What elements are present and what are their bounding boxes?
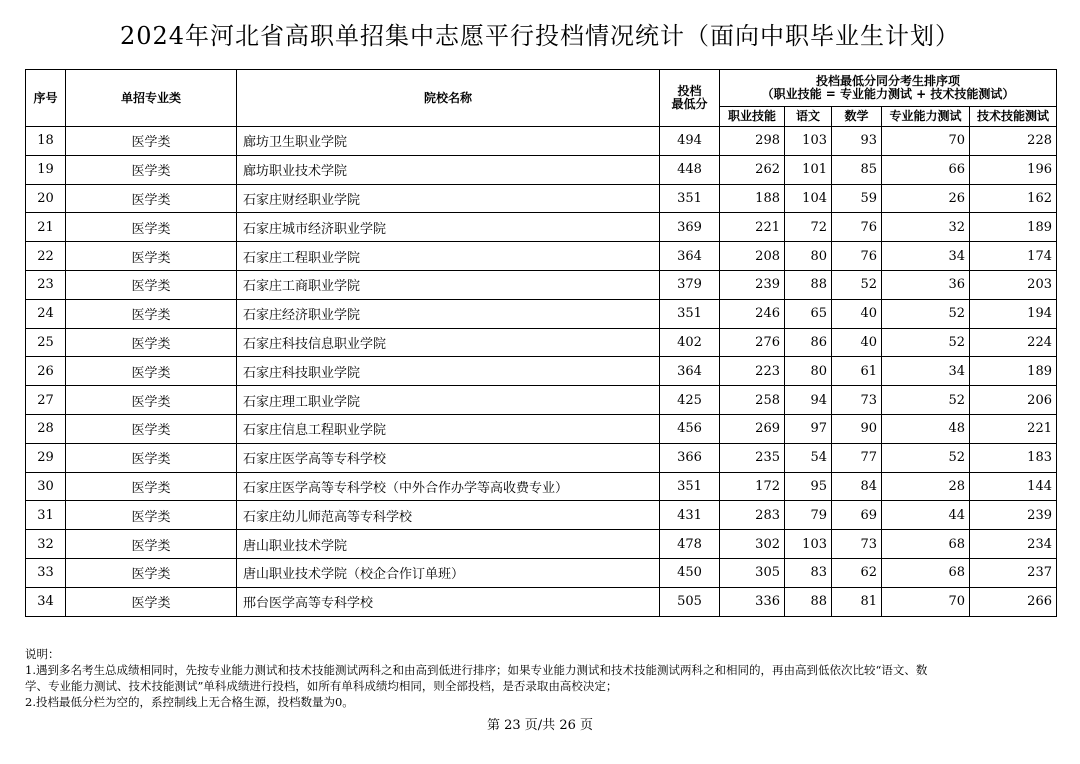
cell-category: 医学类 xyxy=(66,587,237,616)
cell-seq: 32 xyxy=(26,530,66,559)
cell-seq: 24 xyxy=(26,299,66,328)
notes-line: 2.投档最低分栏为空的，系控制线上无合格生源，投档数量为0。 xyxy=(25,695,354,709)
cell-vocational: 172 xyxy=(720,472,785,501)
cell-ability: 52 xyxy=(882,386,970,415)
table-body xyxy=(26,127,1057,617)
cell-chinese: 54 xyxy=(785,443,832,472)
cell-school: 石家庄工商职业学院 xyxy=(237,270,660,299)
cell-vocational: 283 xyxy=(720,501,785,530)
cell-seq: 27 xyxy=(26,386,66,415)
cell-math: 76 xyxy=(832,242,882,271)
table-row xyxy=(26,501,1057,530)
cell-math: 93 xyxy=(832,127,882,156)
cell-ability: 26 xyxy=(882,184,970,213)
cell-ability: 36 xyxy=(882,270,970,299)
cell-ability: 70 xyxy=(882,587,970,616)
page-number: 第 23 页/共 26 页 xyxy=(487,718,593,733)
cell-seq: 34 xyxy=(26,587,66,616)
table-row xyxy=(26,184,1057,213)
cell-vocational: 223 xyxy=(720,357,785,386)
cell-category: 医学类 xyxy=(66,530,237,559)
cell-seq: 31 xyxy=(26,501,66,530)
cell-school: 石家庄经济职业学院 xyxy=(237,299,660,328)
cell-chinese: 83 xyxy=(785,558,832,587)
cell-skill: 196 xyxy=(970,155,1057,184)
cell-seq: 33 xyxy=(26,558,66,587)
cell-vocational: 336 xyxy=(720,587,785,616)
cell-school: 石家庄医学高等专科学校 xyxy=(237,443,660,472)
table-row xyxy=(26,472,1057,501)
header-category: 单招专业类 xyxy=(66,70,237,127)
cell-math: 81 xyxy=(832,587,882,616)
cell-math: 73 xyxy=(832,386,882,415)
cell-school: 石家庄理工职业学院 xyxy=(237,386,660,415)
cell-ability: 28 xyxy=(882,472,970,501)
cell-min-score: 456 xyxy=(660,414,720,443)
header-seq: 序号 xyxy=(26,70,66,127)
cell-min-score: 448 xyxy=(660,155,720,184)
header-rank-group xyxy=(720,70,1057,107)
cell-ability: 52 xyxy=(882,443,970,472)
cell-category: 医学类 xyxy=(66,242,237,271)
cell-seq: 22 xyxy=(26,242,66,271)
cell-math: 76 xyxy=(832,213,882,242)
cell-min-score: 425 xyxy=(660,386,720,415)
cell-category: 医学类 xyxy=(66,414,237,443)
cell-math: 90 xyxy=(832,414,882,443)
cell-ability: 66 xyxy=(882,155,970,184)
cell-school: 石家庄幼儿师范高等专科学校 xyxy=(237,501,660,530)
cell-vocational: 208 xyxy=(720,242,785,271)
cell-skill: 203 xyxy=(970,270,1057,299)
cell-category: 医学类 xyxy=(66,443,237,472)
notes-section xyxy=(25,646,1065,710)
table-row xyxy=(26,270,1057,299)
table-row xyxy=(26,357,1057,386)
cell-min-score: 351 xyxy=(660,472,720,501)
cell-math: 84 xyxy=(832,472,882,501)
cell-min-score: 364 xyxy=(660,357,720,386)
cell-vocational: 298 xyxy=(720,127,785,156)
header-math: 数学 xyxy=(832,107,882,127)
cell-chinese: 86 xyxy=(785,328,832,357)
notes-line: 学、专业能力测试、技术技能测试”单科成绩进行投档，如所有单科成绩均相同，则全部投档，是否录取由高校决定； xyxy=(25,679,618,693)
cell-math: 40 xyxy=(832,328,882,357)
cell-category: 医学类 xyxy=(66,155,237,184)
cell-skill: 206 xyxy=(970,386,1057,415)
cell-math: 73 xyxy=(832,530,882,559)
cell-ability: 34 xyxy=(882,357,970,386)
cell-seq: 20 xyxy=(26,184,66,213)
cell-seq: 29 xyxy=(26,443,66,472)
cell-vocational: 262 xyxy=(720,155,785,184)
cell-math: 62 xyxy=(832,558,882,587)
cell-school: 唐山职业技术学院 xyxy=(237,530,660,559)
cell-category: 医学类 xyxy=(66,299,237,328)
header-min-score-line2: 最低分 xyxy=(671,97,708,111)
page-title: 2024年河北省高职单招集中志愿平行投档情况统计（面向中职毕业生计划） xyxy=(119,22,961,50)
cell-ability: 48 xyxy=(882,414,970,443)
cell-seq: 26 xyxy=(26,357,66,386)
cell-ability: 52 xyxy=(882,299,970,328)
table-row xyxy=(26,443,1057,472)
cell-category: 医学类 xyxy=(66,386,237,415)
cell-skill: 194 xyxy=(970,299,1057,328)
cell-math: 85 xyxy=(832,155,882,184)
cell-category: 医学类 xyxy=(66,472,237,501)
cell-min-score: 369 xyxy=(660,213,720,242)
cell-math: 59 xyxy=(832,184,882,213)
cell-vocational: 188 xyxy=(720,184,785,213)
table-row xyxy=(26,213,1057,242)
cell-ability: 68 xyxy=(882,530,970,559)
table-row xyxy=(26,328,1057,357)
cell-math: 52 xyxy=(832,270,882,299)
cell-chinese: 65 xyxy=(785,299,832,328)
table-row xyxy=(26,127,1057,156)
cell-seq: 23 xyxy=(26,270,66,299)
cell-chinese: 88 xyxy=(785,587,832,616)
table-row xyxy=(26,414,1057,443)
cell-vocational: 246 xyxy=(720,299,785,328)
table-row xyxy=(26,530,1057,559)
cell-category: 医学类 xyxy=(66,270,237,299)
cell-min-score: 364 xyxy=(660,242,720,271)
cell-category: 医学类 xyxy=(66,184,237,213)
cell-category: 医学类 xyxy=(66,558,237,587)
cell-min-score: 366 xyxy=(660,443,720,472)
table-row xyxy=(26,558,1057,587)
cell-school: 廊坊卫生职业学院 xyxy=(237,127,660,156)
cell-ability: 70 xyxy=(882,127,970,156)
cell-category: 医学类 xyxy=(66,357,237,386)
cell-skill: 189 xyxy=(970,213,1057,242)
cell-min-score: 351 xyxy=(660,299,720,328)
cell-seq: 30 xyxy=(26,472,66,501)
cell-chinese: 79 xyxy=(785,501,832,530)
cell-category: 医学类 xyxy=(66,328,237,357)
cell-chinese: 72 xyxy=(785,213,832,242)
cell-school: 唐山职业技术学院（校企合作订单班） xyxy=(237,558,660,587)
cell-ability: 52 xyxy=(882,328,970,357)
cell-chinese: 95 xyxy=(785,472,832,501)
cell-school: 廊坊职业技术学院 xyxy=(237,155,660,184)
cell-min-score: 450 xyxy=(660,558,720,587)
table-row xyxy=(26,386,1057,415)
cell-school: 石家庄财经职业学院 xyxy=(237,184,660,213)
cell-min-score: 505 xyxy=(660,587,720,616)
table-row xyxy=(26,242,1057,271)
header-rank-group-line1: 投档最低分同分考生排序项 xyxy=(815,74,960,88)
cell-vocational: 269 xyxy=(720,414,785,443)
cell-seq: 21 xyxy=(26,213,66,242)
cell-skill: 189 xyxy=(970,357,1057,386)
table-row xyxy=(26,587,1057,616)
header-rank-group-line2: （职业技能 = 专业能力测试 + 技术技能测试） xyxy=(761,87,1015,101)
cell-math: 61 xyxy=(832,357,882,386)
cell-math: 77 xyxy=(832,443,882,472)
cell-seq: 18 xyxy=(26,127,66,156)
cell-min-score: 379 xyxy=(660,270,720,299)
cell-skill: 224 xyxy=(970,328,1057,357)
cell-min-score: 478 xyxy=(660,530,720,559)
cell-category: 医学类 xyxy=(66,127,237,156)
cell-ability: 68 xyxy=(882,558,970,587)
cell-skill: 234 xyxy=(970,530,1057,559)
cell-math: 69 xyxy=(832,501,882,530)
cell-skill: 162 xyxy=(970,184,1057,213)
cell-ability: 34 xyxy=(882,242,970,271)
cell-category: 医学类 xyxy=(66,501,237,530)
cell-skill: 183 xyxy=(970,443,1057,472)
cell-vocational: 239 xyxy=(720,270,785,299)
cell-chinese: 80 xyxy=(785,242,832,271)
cell-ability: 32 xyxy=(882,213,970,242)
cell-skill: 266 xyxy=(970,587,1057,616)
cell-skill: 174 xyxy=(970,242,1057,271)
header-skill-test: 技术技能测试 xyxy=(970,107,1057,127)
cell-min-score: 351 xyxy=(660,184,720,213)
header-min-score-line1: 投档 xyxy=(677,84,702,98)
cell-chinese: 88 xyxy=(785,270,832,299)
cell-chinese: 97 xyxy=(785,414,832,443)
cell-seq: 25 xyxy=(26,328,66,357)
cell-chinese: 103 xyxy=(785,530,832,559)
cell-chinese: 104 xyxy=(785,184,832,213)
cell-vocational: 276 xyxy=(720,328,785,357)
cell-vocational: 302 xyxy=(720,530,785,559)
cell-school: 石家庄城市经济职业学院 xyxy=(237,213,660,242)
header-vocational: 职业技能 xyxy=(720,107,785,127)
cell-vocational: 258 xyxy=(720,386,785,415)
cell-school: 石家庄医学高等专科学校（中外合作办学等高收费专业） xyxy=(237,472,660,501)
header-school: 院校名称 xyxy=(237,70,660,127)
cell-skill: 144 xyxy=(970,472,1057,501)
cell-skill: 221 xyxy=(970,414,1057,443)
cell-school: 邢台医学高等专科学校 xyxy=(237,587,660,616)
cell-school: 石家庄工程职业学院 xyxy=(237,242,660,271)
cell-seq: 19 xyxy=(26,155,66,184)
cell-school: 石家庄科技信息职业学院 xyxy=(237,328,660,357)
cell-skill: 237 xyxy=(970,558,1057,587)
cell-skill: 239 xyxy=(970,501,1057,530)
header-ability-test: 专业能力测试 xyxy=(882,107,970,127)
cell-vocational: 235 xyxy=(720,443,785,472)
cell-math: 40 xyxy=(832,299,882,328)
admission-table xyxy=(25,69,1057,617)
cell-ability: 44 xyxy=(882,501,970,530)
cell-vocational: 305 xyxy=(720,558,785,587)
cell-skill: 228 xyxy=(970,127,1057,156)
cell-school: 石家庄信息工程职业学院 xyxy=(237,414,660,443)
cell-chinese: 103 xyxy=(785,127,832,156)
cell-min-score: 494 xyxy=(660,127,720,156)
header-chinese: 语文 xyxy=(785,107,832,127)
table-row xyxy=(26,155,1057,184)
notes-heading: 说明： xyxy=(25,647,60,661)
cell-min-score: 402 xyxy=(660,328,720,357)
cell-chinese: 80 xyxy=(785,357,832,386)
cell-min-score: 431 xyxy=(660,501,720,530)
cell-chinese: 101 xyxy=(785,155,832,184)
notes-line: 1.遇到多名考生总成绩相同时，先按专业能力测试和技术技能测试两科之和由高到低进行排序；如果专业能力测试和技术技能测试两科之和相同的，再由高到低依次比较“语文、数 xyxy=(25,663,928,677)
header-min-score xyxy=(660,70,720,127)
cell-chinese: 94 xyxy=(785,386,832,415)
cell-school: 石家庄科技职业学院 xyxy=(237,357,660,386)
cell-seq: 28 xyxy=(26,414,66,443)
table-row xyxy=(26,299,1057,328)
cell-vocational: 221 xyxy=(720,213,785,242)
cell-category: 医学类 xyxy=(66,213,237,242)
